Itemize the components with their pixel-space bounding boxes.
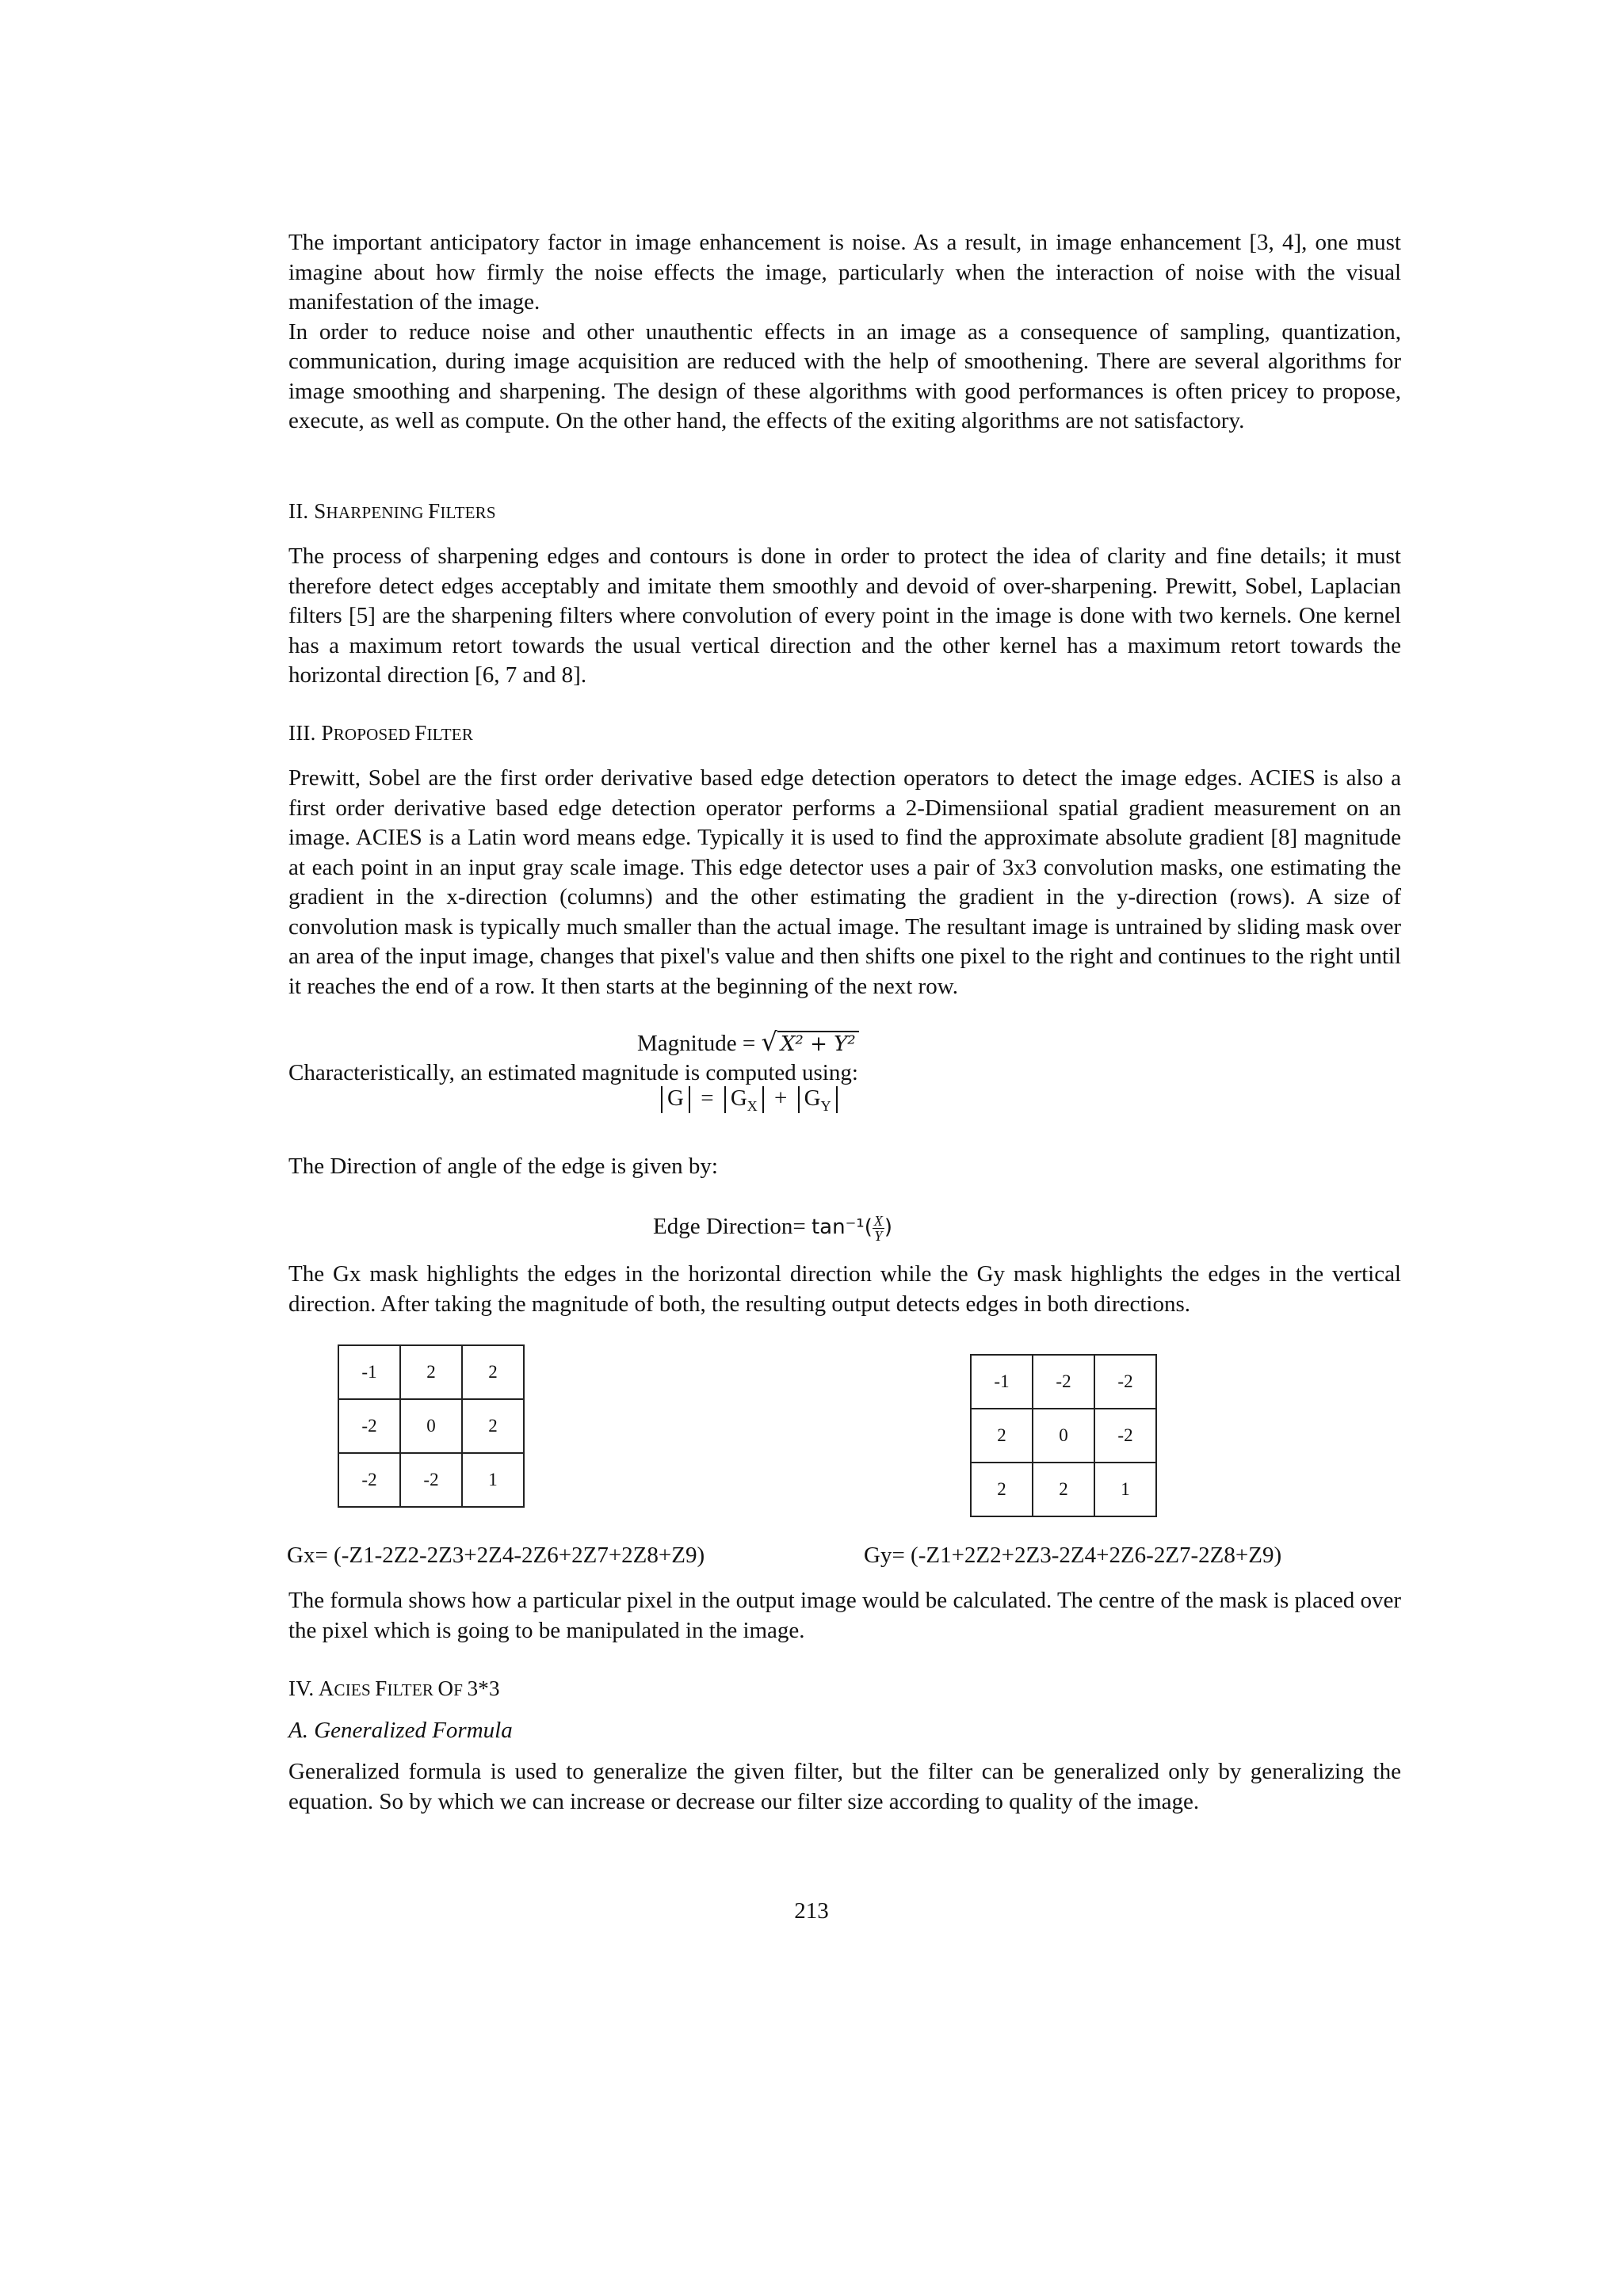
gx-cell: 1 (462, 1453, 524, 1507)
arctan-symbol: tan⁻¹( (811, 1215, 873, 1240)
gy-cell: -1 (971, 1355, 1033, 1409)
gy-formula: Gy= (-Z1+2Z2+2Z3-2Z4+2Z6-2Z7-2Z8+Z9) (864, 1543, 1282, 1568)
sqrt-expression: √ X² + Y² (762, 1027, 859, 1057)
formula-explanation: The formula shows how a particular pixel in the output image would be calculated. The centre of the mask is placed over the pixel which is going to be manipulated in the image. (288, 1588, 1401, 1643)
section-4-heading: IV. ACIES FILTER OF 3*3 (288, 1676, 500, 1700)
gy-cell: 0 (1033, 1409, 1094, 1463)
gx-subscript: X (747, 1097, 758, 1114)
edge-direction-label: Edge Direction= (653, 1214, 812, 1240)
section-3-heading: III. PROPOSED FILTER (288, 721, 474, 745)
gx-cell: -2 (338, 1399, 400, 1453)
gx-formula: Gx= (-Z1-2Z2-2Z3+2Z4-2Z6+2Z7+2Z8+Z9) (287, 1543, 705, 1568)
approx-magnitude-text: Characteristically, an estimated magnitude is computed using: (288, 1060, 858, 1085)
x-over-y-fraction: $\frac{X}{Y}$ (873, 1213, 883, 1244)
mask-description: The Gx mask highlights the edges in the horizontal direction while the Gy mask highlights the edges in the vertical direction. After taking the magnitude of both, the resulting output detects edges in both directions. (288, 1261, 1401, 1317)
g-symbol: G (667, 1085, 684, 1111)
gy-cell: 2 (971, 1463, 1033, 1516)
gx-mask-table (338, 1344, 525, 1508)
section-3-body: Prewitt, Sobel are the first order derivative based edge detection operators to detect the image edges. ACIES is also a first order derivative based edge detection operator performs a 2-Dimensiional spatial gradient measurement on an image. ACIES is a Latin word means edge. Typically it is used to find the approximate absolute gradient [8] magnitude at each point in an input gray scale image. This edge detector uses a pair of 3x3 convolution masks, one estimating the gradient in the x-direction (columns) and the other estimating the gradient in the y-direction (rows). A size of convolution mask is typically much smaller than the actual image. The resultant image is untrained by sliding mask over an area of the input image, changes that pixel's value and then shifts one pixel to the right and continues to the right until it reaches the end of a row. It then starts at the beginning of the next row. (288, 765, 1401, 999)
magnitude-expression: X² + Y² (777, 1031, 859, 1056)
section-2 (288, 499, 1401, 524)
section-4-body: Generalized formula is used to generalize the given filter, but the filter can be generalized only by generalizing the equation. So by which we can increase or decrease our filter size according to quality of the image. (288, 1759, 1401, 1814)
subsection-a-heading: A. Generalized Formula (288, 1718, 513, 1743)
gy-cell: 2 (1033, 1463, 1094, 1516)
gy-mask-table (970, 1354, 1157, 1517)
section-3 (288, 721, 1401, 746)
gy-symbol: G (804, 1085, 821, 1111)
equals-sign: = (701, 1085, 714, 1111)
gx-cell: -2 (338, 1453, 400, 1507)
intro-paragraph-2: In order to reduce noise and other unauthentic effects in an image as a consequence of sampling, quantization, communication, during image acquisition are reduced with the help of smoothening. There are several algorithms for image smoothing and sharpening. The design of these algorithms with good performances is often pricey to propose, execute, as well as compute. On the other hand, the effects of the exiting algorithms are not satisfactory. (288, 318, 1401, 433)
direction-text: The Direction of angle of the edge is given by: (288, 1154, 718, 1179)
intro-block (288, 228, 1401, 437)
intro-paragraph-1: The important anticipatory factor in image enhancement is noise. As a result, in image enhancement [3, 4], one must imagine about how firmly the noise effects the image, particularly when the interaction of noise with the visual manifestation of the image. (288, 230, 1401, 315)
section-2-body: The process of sharpening edges and contours is done in order to protect the idea of clarity and fine details; it must therefore detect edges acceptably and imitate them smoothly and devoid of over-sharpening. Prewitt, Sobel, Laplacian filters [5] are the sharpening filters where convolution of every point in the image is done with two kernels. One kernel has a maximum retort towards the usual vertical direction and the other kernel has a maximum retort towards the horizontal direction [6, 7 and 8]. (288, 543, 1401, 688)
gy-cell: -2 (1094, 1409, 1156, 1463)
gx-cell: 2 (400, 1345, 462, 1399)
gx-symbol: G (730, 1085, 747, 1111)
magnitude-equation (637, 1027, 859, 1057)
page-number: 213 (794, 1898, 829, 1924)
gx-cell: -1 (338, 1345, 400, 1399)
plus-sign: + (774, 1085, 788, 1111)
gx-cell: 0 (400, 1399, 462, 1453)
section-4 (288, 1676, 1401, 1701)
approx-equation (656, 1085, 842, 1115)
gy-subscript: Y (820, 1097, 831, 1114)
gx-cell: 2 (462, 1345, 524, 1399)
gy-cell: -2 (1033, 1355, 1094, 1409)
section-2-heading: II. SHARPENING FILTERS (288, 499, 496, 523)
gx-cell: 2 (462, 1399, 524, 1453)
gy-cell: 1 (1094, 1463, 1156, 1516)
edge-direction-equation: Edge Direction= tan⁻¹( $\frac{X}{Y}$ ) (653, 1213, 893, 1244)
gy-cell: 2 (971, 1409, 1033, 1463)
gy-cell: -2 (1094, 1355, 1156, 1409)
gx-cell: -2 (400, 1453, 462, 1507)
magnitude-label: Magnitude = (637, 1031, 762, 1056)
